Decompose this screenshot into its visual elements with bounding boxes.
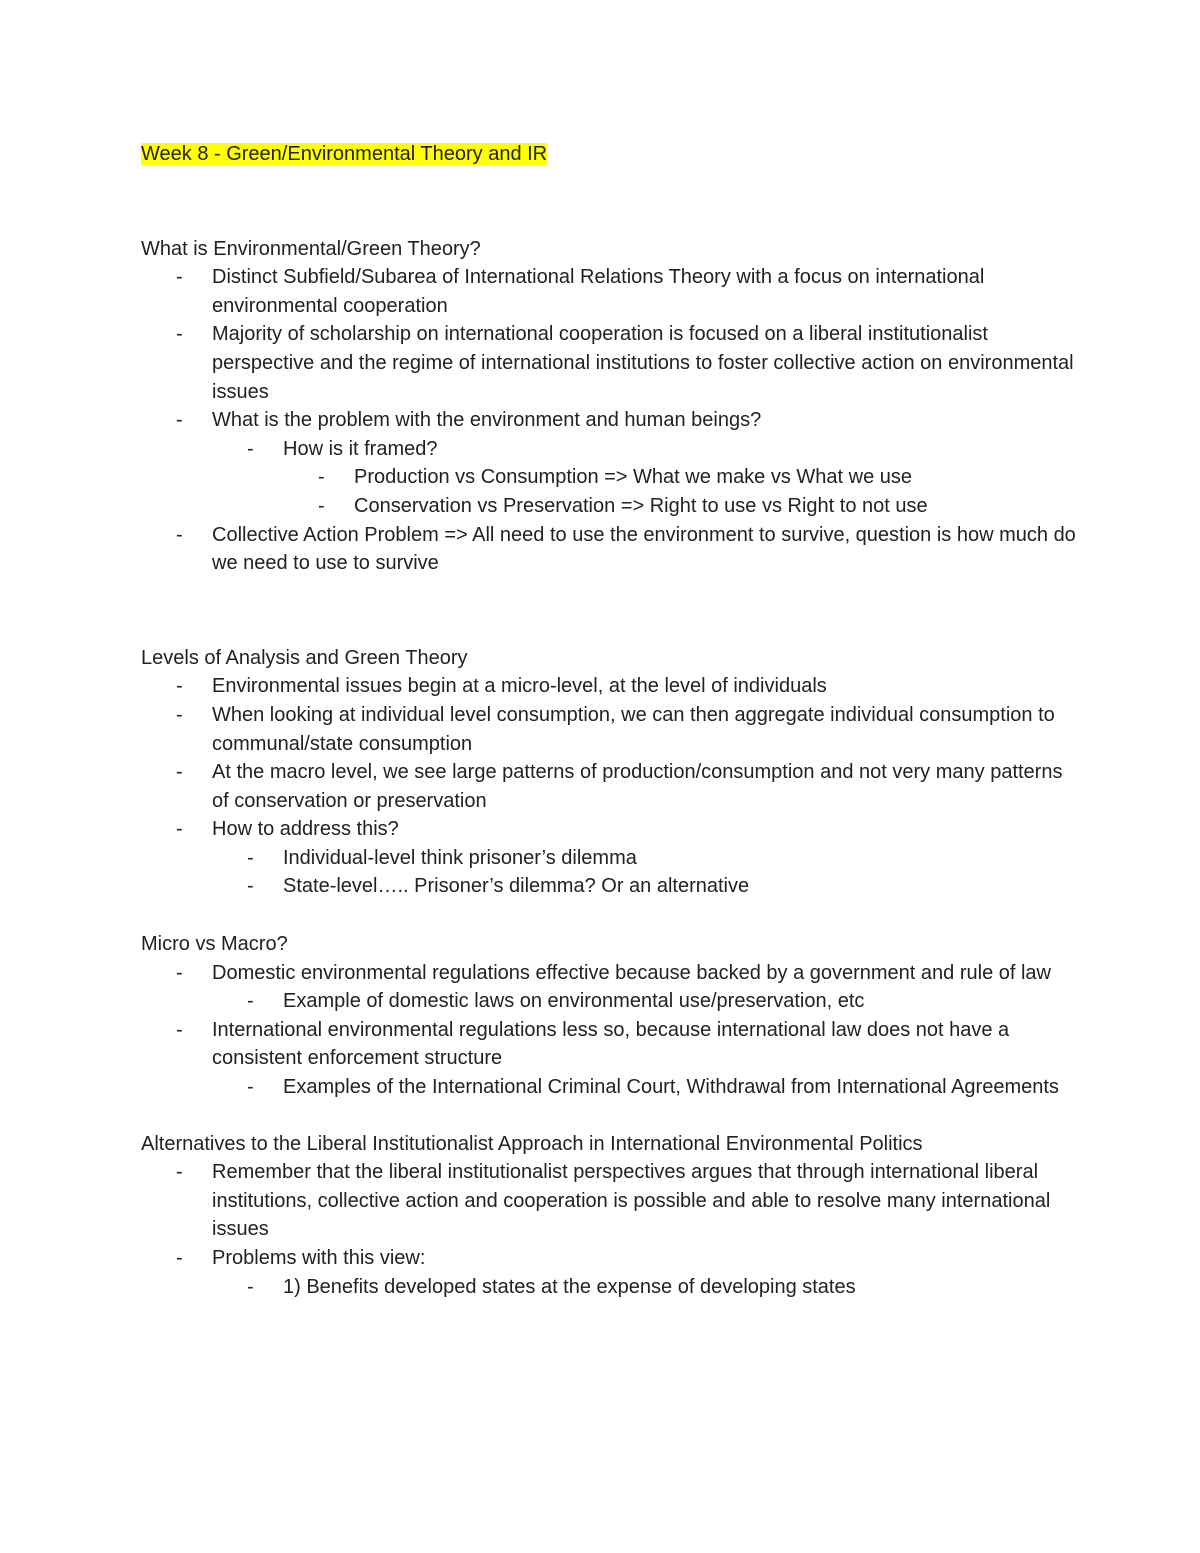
list-item-text: Majority of scholarship on international cooperation is focused on a liberal institutionalist perspective and the regime of international institutions to foster collective action on environmental issues — [212, 323, 1074, 403]
section — [141, 644, 1081, 901]
bullet-list-level-2 — [212, 844, 1081, 901]
list-item — [141, 320, 1081, 406]
list-item-text: How is it framed? — [283, 437, 438, 460]
list-item — [141, 959, 1081, 1016]
list-item-text: 1) Benefits developed states at the expense of developing states — [283, 1275, 856, 1298]
bullet-list-level-1 — [141, 672, 1081, 901]
list-item — [141, 1016, 1081, 1102]
bullet-dash: - — [176, 961, 183, 984]
list-item — [141, 701, 1081, 758]
bullet-dash: - — [176, 675, 183, 698]
bullet-dash: - — [247, 846, 254, 869]
list-item — [212, 987, 1081, 1016]
list-item-text: State-level….. Prisoner’s dilemma? Or an alternative — [283, 875, 750, 898]
bullet-dash: - — [176, 1161, 183, 1184]
list-item-text: Domestic environmental regulations effective because backed by a government and rule of law — [212, 961, 1051, 984]
list-item — [212, 1273, 1081, 1302]
list-item — [283, 463, 1081, 492]
bullet-dash: - — [176, 523, 183, 546]
list-item-text: Conservation vs Preservation => Right to use vs Right to not use — [354, 494, 928, 517]
bullet-dash: - — [176, 1018, 183, 1041]
bullet-dash: - — [176, 266, 183, 289]
bullet-dash: - — [176, 323, 183, 346]
bullet-dash: - — [247, 1076, 254, 1099]
bullet-dash: - — [247, 1275, 254, 1298]
list-item-text: At the macro level, we see large patterns of production/consumption and not very many patterns of conservation or preservation — [212, 761, 1063, 812]
bullet-list-level-2 — [212, 1073, 1081, 1102]
bullet-dash: - — [318, 494, 325, 517]
bullet-list-level-1 — [141, 1158, 1081, 1301]
document-body — [141, 140, 1081, 1301]
list-item-text: Examples of the International Criminal Court, Withdrawal from International Agreements — [283, 1076, 1059, 1099]
list-item-text: Individual-level think prisoner’s dilemma — [283, 846, 637, 869]
section — [141, 930, 1081, 1102]
list-item — [141, 815, 1081, 901]
bullet-dash: - — [247, 990, 254, 1013]
list-item-text: What is the problem with the environment and human beings? — [212, 409, 762, 432]
bullet-dash: - — [176, 761, 183, 784]
list-item — [141, 406, 1081, 520]
list-item-text: Production vs Consumption => What we make vs What we use — [354, 466, 913, 489]
bullet-dash: - — [176, 818, 183, 841]
list-item-text: Distinct Subfield/Subarea of International Relations Theory with a focus on international environmental cooperation — [212, 266, 985, 317]
list-item-text: International environmental regulations less so, because international law does not have a consistent enforcement structure — [212, 1018, 1010, 1070]
section-heading: What is Environmental/Green Theory? — [141, 237, 481, 260]
list-item — [283, 492, 1081, 521]
section-heading: Micro vs Macro? — [141, 933, 288, 956]
bullet-list-level-3 — [283, 463, 1081, 520]
bullet-list-level-2 — [212, 1273, 1081, 1302]
list-item — [212, 844, 1081, 873]
sections-container — [141, 235, 1081, 1302]
list-item — [212, 435, 1081, 521]
list-item-text: Problems with this view: — [212, 1247, 426, 1269]
section — [141, 1130, 1081, 1302]
bullet-list-level-1 — [141, 959, 1081, 1102]
page-title: Week 8 - Green/Environmental Theory and IR — [141, 143, 548, 165]
bullet-dash: - — [176, 1247, 183, 1269]
bullet-list-level-2 — [212, 987, 1081, 1016]
list-item-text: How to address this? — [212, 818, 399, 841]
bullet-list-level-2 — [212, 435, 1081, 521]
list-item — [141, 1244, 1081, 1301]
list-item-text: Collective Action Problem => All need to use the environment to survive, question is how much do we need to use to survive — [212, 523, 1076, 575]
list-item — [141, 672, 1081, 701]
list-item — [141, 263, 1081, 320]
list-item-text: When looking at individual level consumption, we can then aggregate individual consumption to communal/state consumption — [212, 703, 1055, 755]
bullet-dash: - — [318, 466, 325, 489]
list-item-text: Environmental issues begin at a micro-level, at the level of individuals — [212, 675, 827, 698]
bullet-dash: - — [247, 875, 254, 898]
bullet-dash: - — [176, 409, 183, 432]
list-item — [212, 1073, 1081, 1102]
list-item-text: Remember that the liberal institutionalist perspectives argues that through international liberal institutions, collective action and cooperation is possible and able to resolve many international issues — [212, 1161, 1051, 1241]
list-item — [141, 758, 1081, 815]
section-heading: Alternatives to the Liberal Institutionalist Approach in International Environmental Politics — [141, 1132, 923, 1155]
section-heading: Levels of Analysis and Green Theory — [141, 646, 468, 669]
bullet-dash: - — [247, 437, 254, 460]
list-item — [141, 1158, 1081, 1244]
section — [141, 235, 1081, 578]
bullet-list-level-1 — [141, 263, 1081, 578]
list-item-text: Example of domestic laws on environmental use/preservation, etc — [283, 990, 865, 1013]
bullet-dash: - — [176, 703, 183, 726]
list-item — [212, 872, 1081, 901]
list-item — [141, 521, 1081, 578]
title-block — [141, 140, 1081, 169]
